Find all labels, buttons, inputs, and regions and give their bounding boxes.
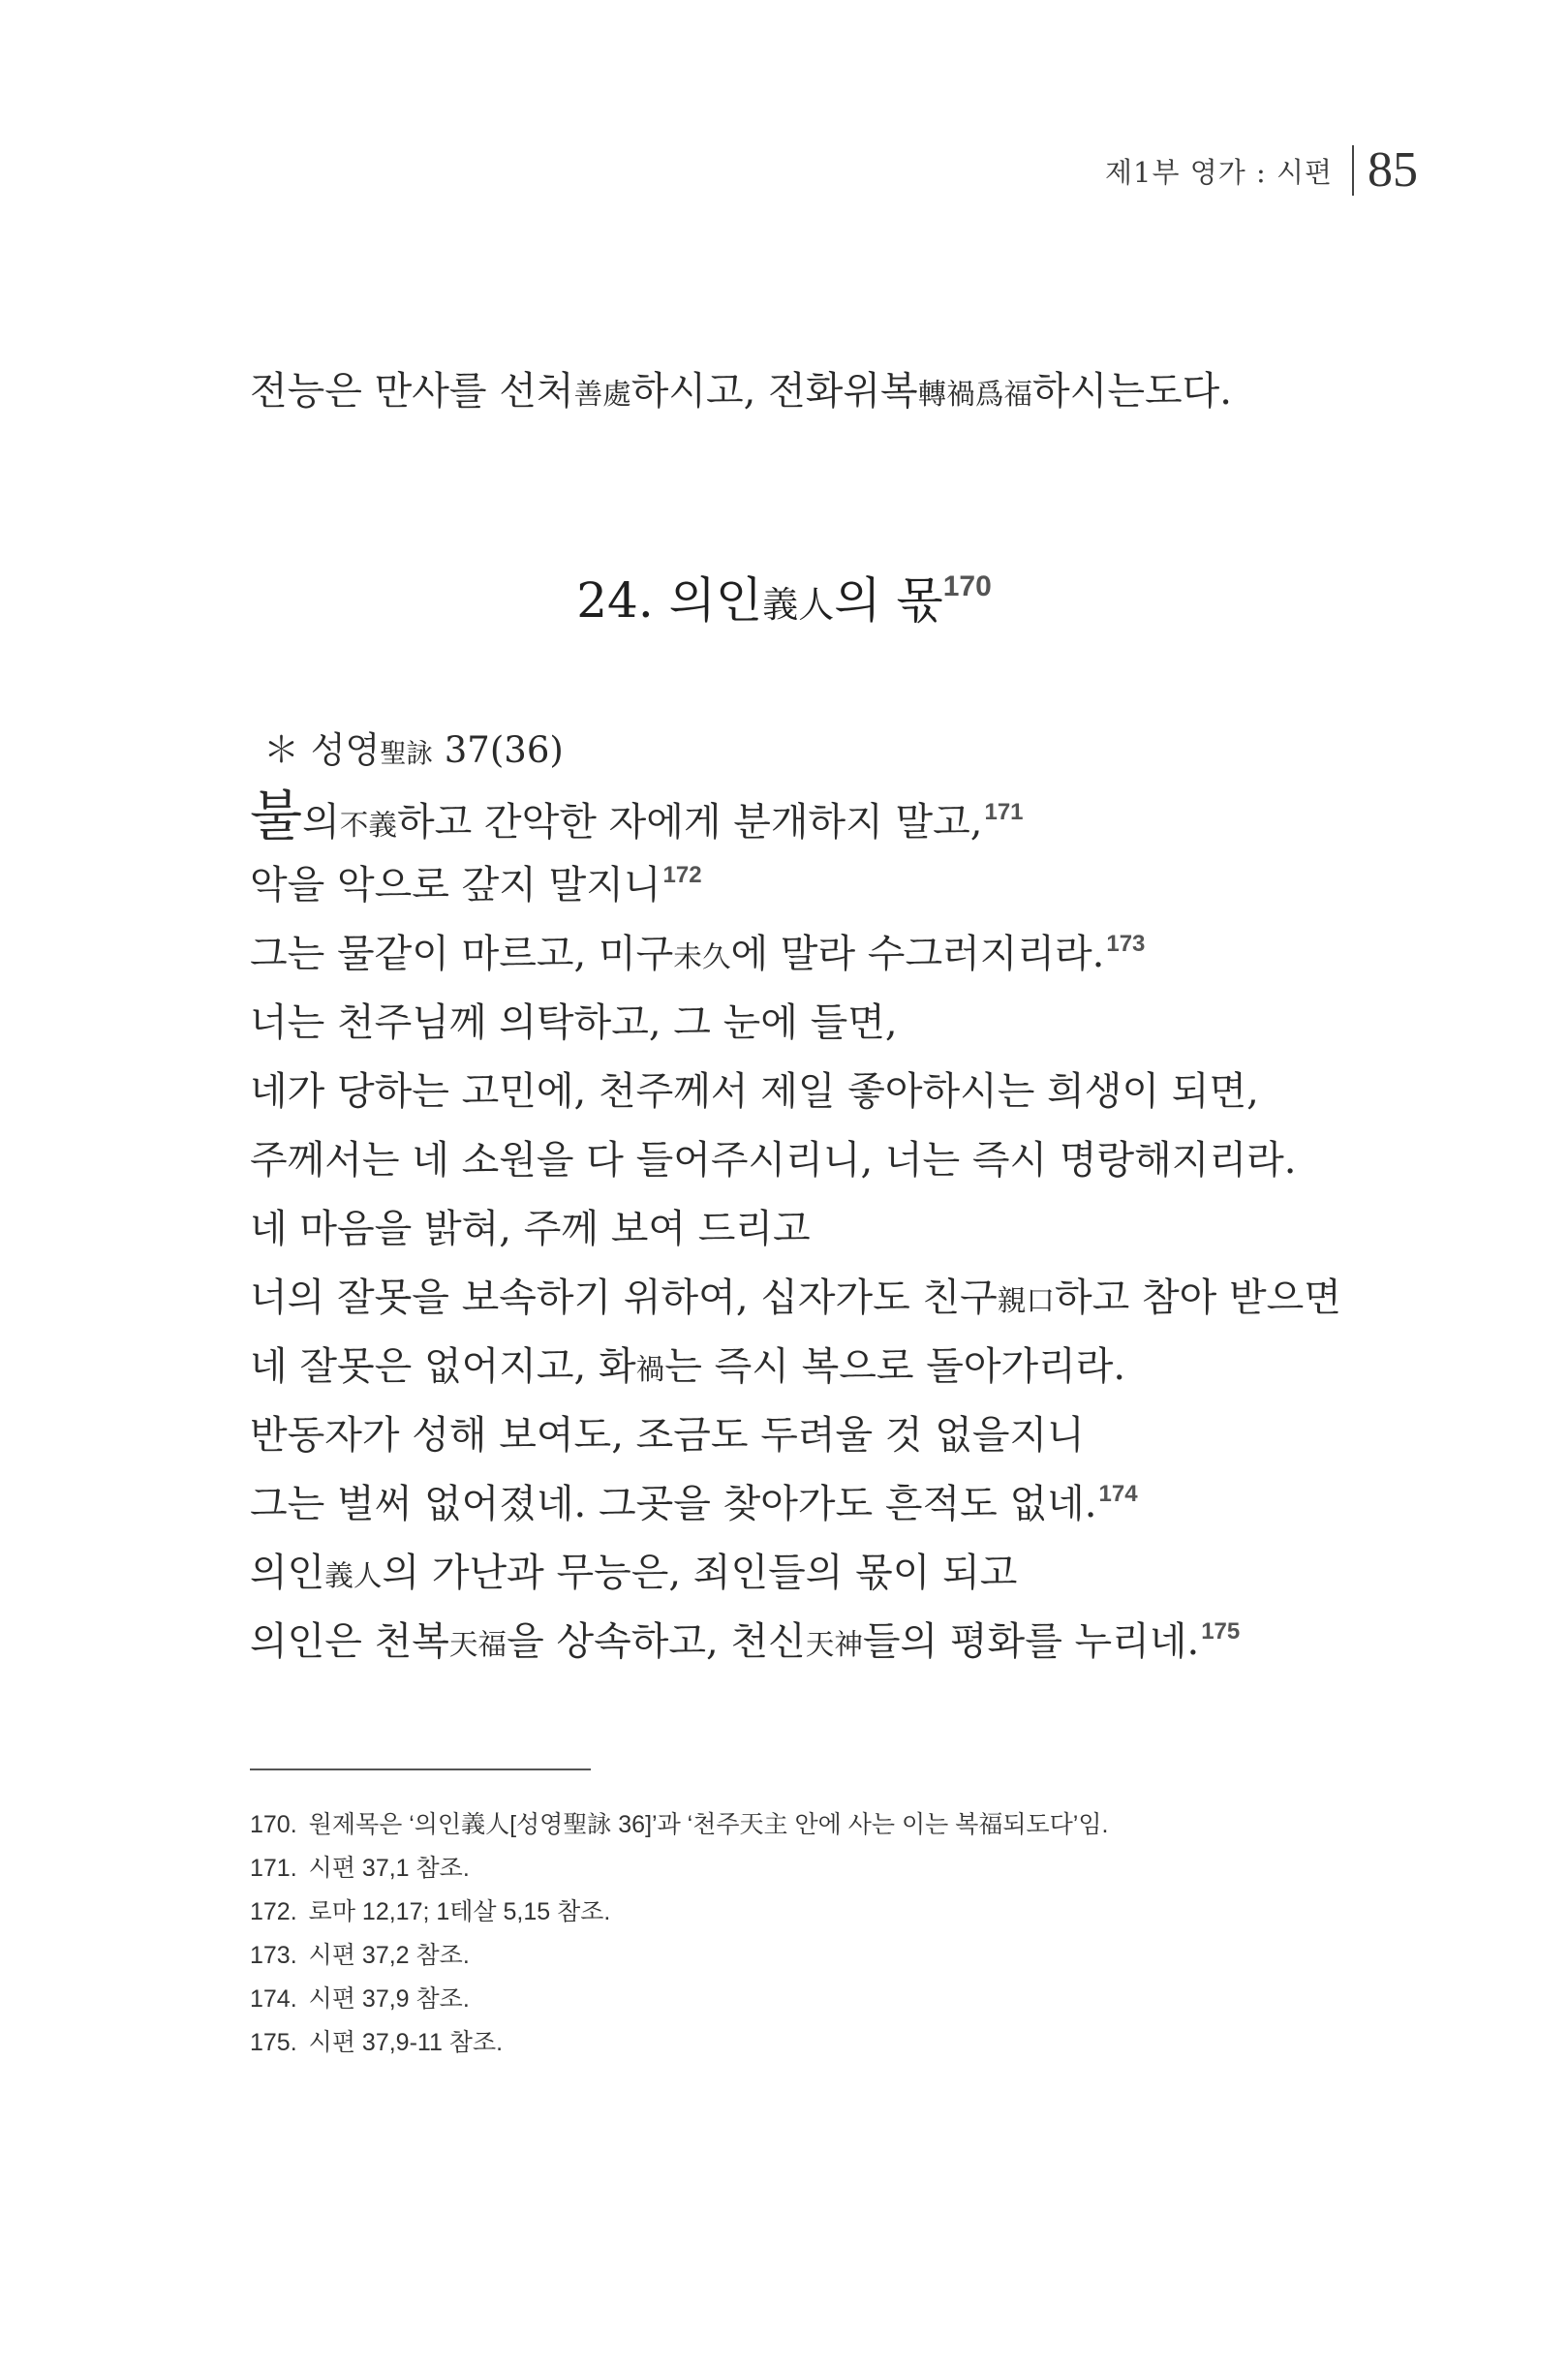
verse-text: 네가 당하는 고민에, 천주께서 제일 좋아하시는 희생이 되면, bbox=[250, 1069, 1259, 1114]
footnote-text: 로마 12,17; 1테살 5,15 참조. bbox=[308, 1898, 611, 1925]
note-text-1: ＊ 성영 bbox=[263, 729, 381, 771]
intro-text-1: 전능은 만사를 선처 bbox=[250, 369, 574, 414]
verse-hanja: 不義 bbox=[339, 809, 397, 842]
intro-text-3: 하시는도다. bbox=[1032, 369, 1232, 414]
verse-line-10 bbox=[250, 1401, 1341, 1470]
verse-hanja: 未久 bbox=[673, 940, 731, 973]
verse-text: 반동자가 성해 보여도, 조금도 두려울 것 없을지니 bbox=[250, 1413, 1085, 1458]
footnote-number: 171. bbox=[250, 1855, 297, 1882]
running-title: 제1부 영가 : 시편 bbox=[1105, 155, 1333, 189]
footnote-175 bbox=[250, 2021, 1108, 2065]
verse-list bbox=[250, 783, 1341, 1676]
verse-text: 에 말라 수그러지리라. bbox=[730, 932, 1105, 976]
title-hanja: 義人 bbox=[762, 584, 835, 626]
footnote-text: 시편 37,9-11 참조. bbox=[308, 2029, 504, 2056]
footnote-174 bbox=[250, 1978, 1108, 2021]
intro-line bbox=[250, 360, 1232, 415]
footnote-text: 시편 37,1 참조. bbox=[308, 1855, 470, 1882]
verse-text: 너의 잘못을 보속하기 위하여, 십자가도 친구 bbox=[250, 1276, 998, 1320]
verse-text: 하고 간악한 자에게 분개하지 말고, bbox=[396, 800, 983, 845]
footnote-ref-174[interactable]: 174 bbox=[1098, 1481, 1138, 1507]
footnote-173 bbox=[250, 1934, 1108, 1978]
footnote-number: 175. bbox=[250, 2029, 297, 2056]
verse-line-6 bbox=[250, 1126, 1341, 1195]
verse-hanja: 禍 bbox=[635, 1353, 665, 1386]
title-text-2: 의 몫 bbox=[834, 572, 943, 629]
footnote-number: 172. bbox=[250, 1898, 297, 1925]
verse-line-8 bbox=[250, 1264, 1341, 1333]
verse-text: 그는 벌써 없어졌네. 그곳을 찾아가도 흔적도 없네. bbox=[250, 1482, 1097, 1526]
verse-text: 악을 악으로 갚지 말지니 bbox=[250, 863, 661, 907]
footnote-list bbox=[250, 1803, 1108, 2065]
verse-text: 네 잘못은 없어지고, 화 bbox=[250, 1344, 636, 1389]
verse-text: 의 가난과 무능은, 죄인들의 몫이 되고 bbox=[382, 1551, 1018, 1595]
footnote-rule bbox=[250, 1768, 591, 1770]
verse-text: 하고 참아 받으면 bbox=[1055, 1276, 1341, 1320]
verse-text: 을 상속하고, 천신 bbox=[507, 1619, 806, 1664]
verse-line-4 bbox=[250, 989, 1341, 1058]
footnote-ref-173[interactable]: 173 bbox=[1106, 931, 1146, 957]
footnote-ref-175[interactable]: 175 bbox=[1201, 1618, 1241, 1645]
header-divider bbox=[1352, 145, 1354, 196]
footnote-text: 시편 37,9 참조. bbox=[308, 1985, 470, 2013]
footnote-171 bbox=[250, 1847, 1108, 1891]
verse-text: 들의 평화를 누리네. bbox=[862, 1619, 1200, 1664]
verse-text: 주께서는 네 소원을 다 들어주시리니, 너는 즉시 명랑해지리라. bbox=[250, 1138, 1297, 1183]
page-number: 85 bbox=[1368, 142, 1418, 198]
footnote-ref-170[interactable]: 170 bbox=[942, 570, 992, 602]
verse-text: 의인 bbox=[250, 1551, 325, 1595]
verse-hanja: 親口 bbox=[997, 1284, 1055, 1317]
verse-initial: 불 bbox=[250, 785, 303, 848]
footnote-ref-171[interactable]: 171 bbox=[984, 799, 1024, 825]
intro-text-2: 하시고, 전화위복 bbox=[630, 369, 918, 414]
verse-line-11 bbox=[250, 1470, 1341, 1539]
verse-hanja: 天神 bbox=[805, 1628, 863, 1661]
verse-hanja: 天福 bbox=[448, 1628, 507, 1661]
title-text-1: 24. 의인 bbox=[576, 572, 763, 629]
footnote-text: 원제목은 ‘의인義人[성영聖詠 36]’과 ‘천주天主 안에 사는 이는 복福되도다’임. bbox=[308, 1811, 1109, 1838]
section-title bbox=[0, 562, 1568, 631]
note-text-2: 37(36) bbox=[433, 729, 564, 771]
verse-text: 는 즉시 복으로 돌아가리라. bbox=[664, 1344, 1126, 1389]
verse-line-5 bbox=[250, 1058, 1341, 1126]
verse-text: 의인은 천복 bbox=[250, 1619, 449, 1664]
verse-line-9 bbox=[250, 1333, 1341, 1401]
footnote-number: 170. bbox=[250, 1811, 297, 1838]
source-note bbox=[263, 721, 564, 773]
footnote-text: 시편 37,2 참조. bbox=[308, 1942, 470, 1969]
verse-text: 네 마음을 밝혀, 주께 보여 드리고 bbox=[250, 1207, 811, 1251]
verse-line-1 bbox=[250, 783, 1341, 851]
intro-hanja-1: 善處 bbox=[573, 378, 631, 411]
footnote-ref-172[interactable]: 172 bbox=[662, 862, 702, 888]
verse-line-2 bbox=[250, 851, 1341, 920]
verse-line-7 bbox=[250, 1195, 1341, 1264]
verse-line-3 bbox=[250, 920, 1341, 989]
footnote-170 bbox=[250, 1803, 1108, 1847]
verse-line-12 bbox=[250, 1539, 1341, 1608]
footnote-number: 173. bbox=[250, 1942, 297, 1969]
verse-text: 의 bbox=[302, 800, 340, 845]
intro-hanja-2: 轉禍爲福 bbox=[917, 378, 1033, 411]
note-hanja: 聖詠 bbox=[380, 739, 433, 769]
footnote-172 bbox=[250, 1891, 1108, 1934]
verse-hanja: 義人 bbox=[324, 1559, 383, 1592]
verse-text: 너는 천주님께 의탁하고, 그 눈에 들면, bbox=[250, 1000, 898, 1045]
verse-text: 그는 물같이 마르고, 미구 bbox=[250, 932, 674, 976]
footnote-number: 174. bbox=[250, 1985, 297, 2013]
verse-line-13 bbox=[250, 1608, 1341, 1676]
running-header bbox=[1105, 142, 1418, 198]
